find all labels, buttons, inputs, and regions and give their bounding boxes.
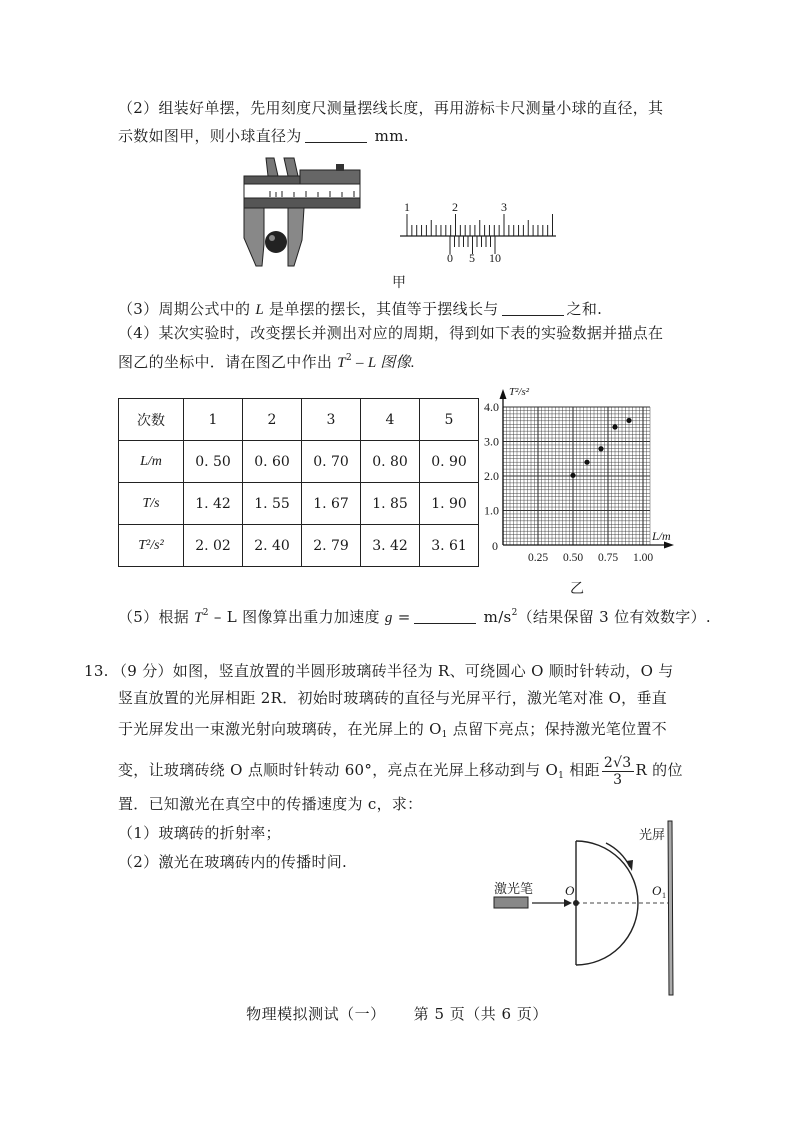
fraction-2-sqrt3-over-3: [602, 755, 634, 788]
fraction-numerator: 2√3: [603, 754, 632, 771]
x-tick-label: 0.75: [597, 552, 619, 564]
table-header-cell: 1: [184, 399, 243, 441]
table-cell: 2. 79: [302, 525, 361, 567]
question-4-line1: （4）某次实验时，改变摆长并测出对应的周期，得到如下表的实验数据并描点在: [118, 324, 664, 342]
question-5-text: （5）根据: [118, 608, 195, 626]
table-header-row: [119, 399, 479, 441]
table-header-cell: 2: [243, 399, 302, 441]
main-scale-label: 2: [452, 200, 458, 214]
question-3: [118, 299, 602, 320]
vernier-scale: [398, 198, 558, 268]
laser-beam-arrow-icon: [564, 899, 572, 907]
data-point: [612, 424, 617, 429]
question-2-line1: （2）组装好单摆，先用刻度尺测量摆线长度，再用游标卡尺测量小球的直径，其: [118, 99, 664, 117]
table-row: [119, 483, 479, 525]
question-3-text: 之和.: [566, 300, 603, 318]
footer-title: 物理模拟测试（一）: [246, 1005, 386, 1023]
variable-L: L: [255, 302, 264, 318]
x-tick-label: 1.00: [632, 552, 654, 564]
screen-label: 光屏: [638, 827, 665, 842]
chart-axes: [500, 389, 675, 549]
question-4-line2: [118, 352, 415, 373]
question-3-text: 是单摆的摆长，其值等于摆线长与: [263, 300, 499, 318]
subscript: 1: [558, 771, 565, 781]
question-13-text: R 的位: [635, 761, 683, 779]
table-cell: 3. 42: [361, 525, 420, 567]
table-cell: 0. 90: [420, 441, 479, 483]
origin-label: 0: [492, 539, 498, 553]
unit-mm: mm.: [369, 127, 409, 145]
table-row: [119, 525, 479, 567]
page-footer: [0, 1003, 794, 1024]
table-cell: 1. 55: [243, 483, 302, 525]
variable-T: T: [194, 610, 203, 626]
question-13-number: 13.: [84, 662, 109, 680]
table-cell: 1. 67: [302, 483, 361, 525]
table-cell: 0. 80: [361, 441, 420, 483]
screen-point-sub: 1: [662, 891, 666, 900]
question-5-text: （结果保留 3 位有效数字）.: [517, 608, 711, 626]
x-axis-label: L/m: [652, 529, 671, 543]
data-point: [584, 460, 589, 465]
laser-pen-label: 激光笔: [494, 881, 534, 896]
table-cell: 1. 90: [420, 483, 479, 525]
y-tick-label: 2.0: [484, 469, 499, 483]
question-13-sub1: （1）玻璃砖的折射率；: [118, 824, 281, 842]
vernier-label: 10: [489, 251, 501, 265]
y-tick-label: 3.0: [484, 434, 499, 449]
table-header-cell: 次数: [119, 399, 184, 441]
caliper-illustration: [240, 158, 360, 270]
question-5-text: – L 图像算出重力加速度: [208, 608, 385, 626]
laser-pen-icon: [494, 897, 528, 908]
y-tick-label: 4.0: [484, 400, 499, 414]
table-row-label: T/s: [119, 483, 184, 525]
fraction-denominator: 3: [613, 771, 623, 788]
vernier-label: 5: [469, 251, 475, 265]
light-screen: [668, 821, 673, 995]
x-tick-label: 0.50: [562, 552, 584, 564]
answer-blank-radius[interactable]: [502, 301, 564, 316]
y-axis-label: T²/s²: [509, 386, 530, 398]
question-13-sub2: （2）激光在玻璃砖内的传播时间.: [118, 853, 348, 871]
subscript: 1: [441, 730, 448, 740]
table-cell: 0. 70: [302, 441, 361, 483]
table-cell: 2. 40: [243, 525, 302, 567]
variable-g: g: [384, 610, 393, 626]
answer-blank-g[interactable]: [414, 609, 476, 624]
main-scale-label: 3: [501, 200, 507, 214]
question-3-text: （3）周期公式中的: [118, 300, 256, 318]
main-scale-label: 1: [404, 200, 410, 214]
screen-point-label: O: [652, 883, 662, 898]
question-13-text: 变，让玻璃砖绕 O 点顺时针转动 60°，亮点在光屏上移动到与 O: [118, 761, 559, 779]
unit-text: m/s: [478, 608, 512, 626]
table-cell: 1. 85: [361, 483, 420, 525]
superscript: 2: [345, 353, 352, 363]
question-13-text: 相距: [564, 761, 600, 779]
table-header-cell: 4: [361, 399, 420, 441]
table-row: [119, 441, 479, 483]
question-13-line5: 置．已知激光在真空中的传播速度为 c，求：: [118, 795, 423, 813]
data-point: [626, 418, 631, 423]
question-13-line2: 竖直放置的光屏相距 2R．初始时玻璃砖的直径与光屏平行，激光笔对准 O，垂直: [118, 689, 668, 707]
data-point: [598, 446, 603, 451]
table-row-label: L/m: [119, 441, 184, 483]
center-label: O: [565, 883, 575, 898]
table-cell: 0. 60: [243, 441, 302, 483]
chart-grid: [503, 407, 650, 545]
question-13-text: 于光屏发出一束激光射向玻璃砖，在光屏上的 O: [118, 720, 442, 738]
footer-page-number: 第 5 页（共 6 页）: [413, 1005, 548, 1023]
answer-blank-diameter[interactable]: [305, 128, 367, 143]
table-cell: 2. 02: [184, 525, 243, 567]
figure-caption-jia: 甲: [392, 275, 406, 291]
y-tick-label: 1.0: [484, 503, 499, 518]
vernier-label: 0: [447, 251, 453, 265]
variable-T: T: [337, 355, 346, 371]
data-table: [118, 398, 479, 567]
table-header-cell: 3: [302, 399, 361, 441]
question-13-text: 点留下亮点；保持激光笔位置不: [447, 720, 667, 738]
question-2-line2: [118, 126, 409, 146]
superscript: 2: [511, 608, 518, 618]
question-13-line1: （9 分）如图，竖直放置的半圆形玻璃砖半径为 R、可绕圆心 O 顺时针转动，O 与: [112, 662, 674, 680]
question-5: [118, 607, 711, 628]
equals-sign: =: [392, 608, 411, 626]
question-13-line4: [118, 751, 683, 789]
question-2-text: 示数如图甲，则小球直径为: [118, 127, 302, 145]
x-tick-label: 0.25: [527, 552, 549, 564]
question-4-text: – L 图像.: [351, 355, 415, 371]
table-row-label: T²/s²: [119, 525, 184, 567]
question-4-text: 图乙的坐标中．请在图乙中作出: [118, 353, 338, 371]
data-point: [570, 473, 575, 478]
optics-diagram: [480, 815, 680, 1000]
y-axis-arrow-icon: [500, 389, 507, 399]
center-point-O: [573, 900, 579, 906]
t2-l-chart: [455, 385, 685, 570]
superscript: 2: [202, 608, 209, 618]
question-13-line3: [118, 719, 667, 739]
table-header-cell: 5: [420, 399, 479, 441]
table-cell: 3. 61: [420, 525, 479, 567]
figure-caption-yi: 乙: [570, 581, 584, 597]
table-cell: 1. 42: [184, 483, 243, 525]
table-cell: 0. 50: [184, 441, 243, 483]
